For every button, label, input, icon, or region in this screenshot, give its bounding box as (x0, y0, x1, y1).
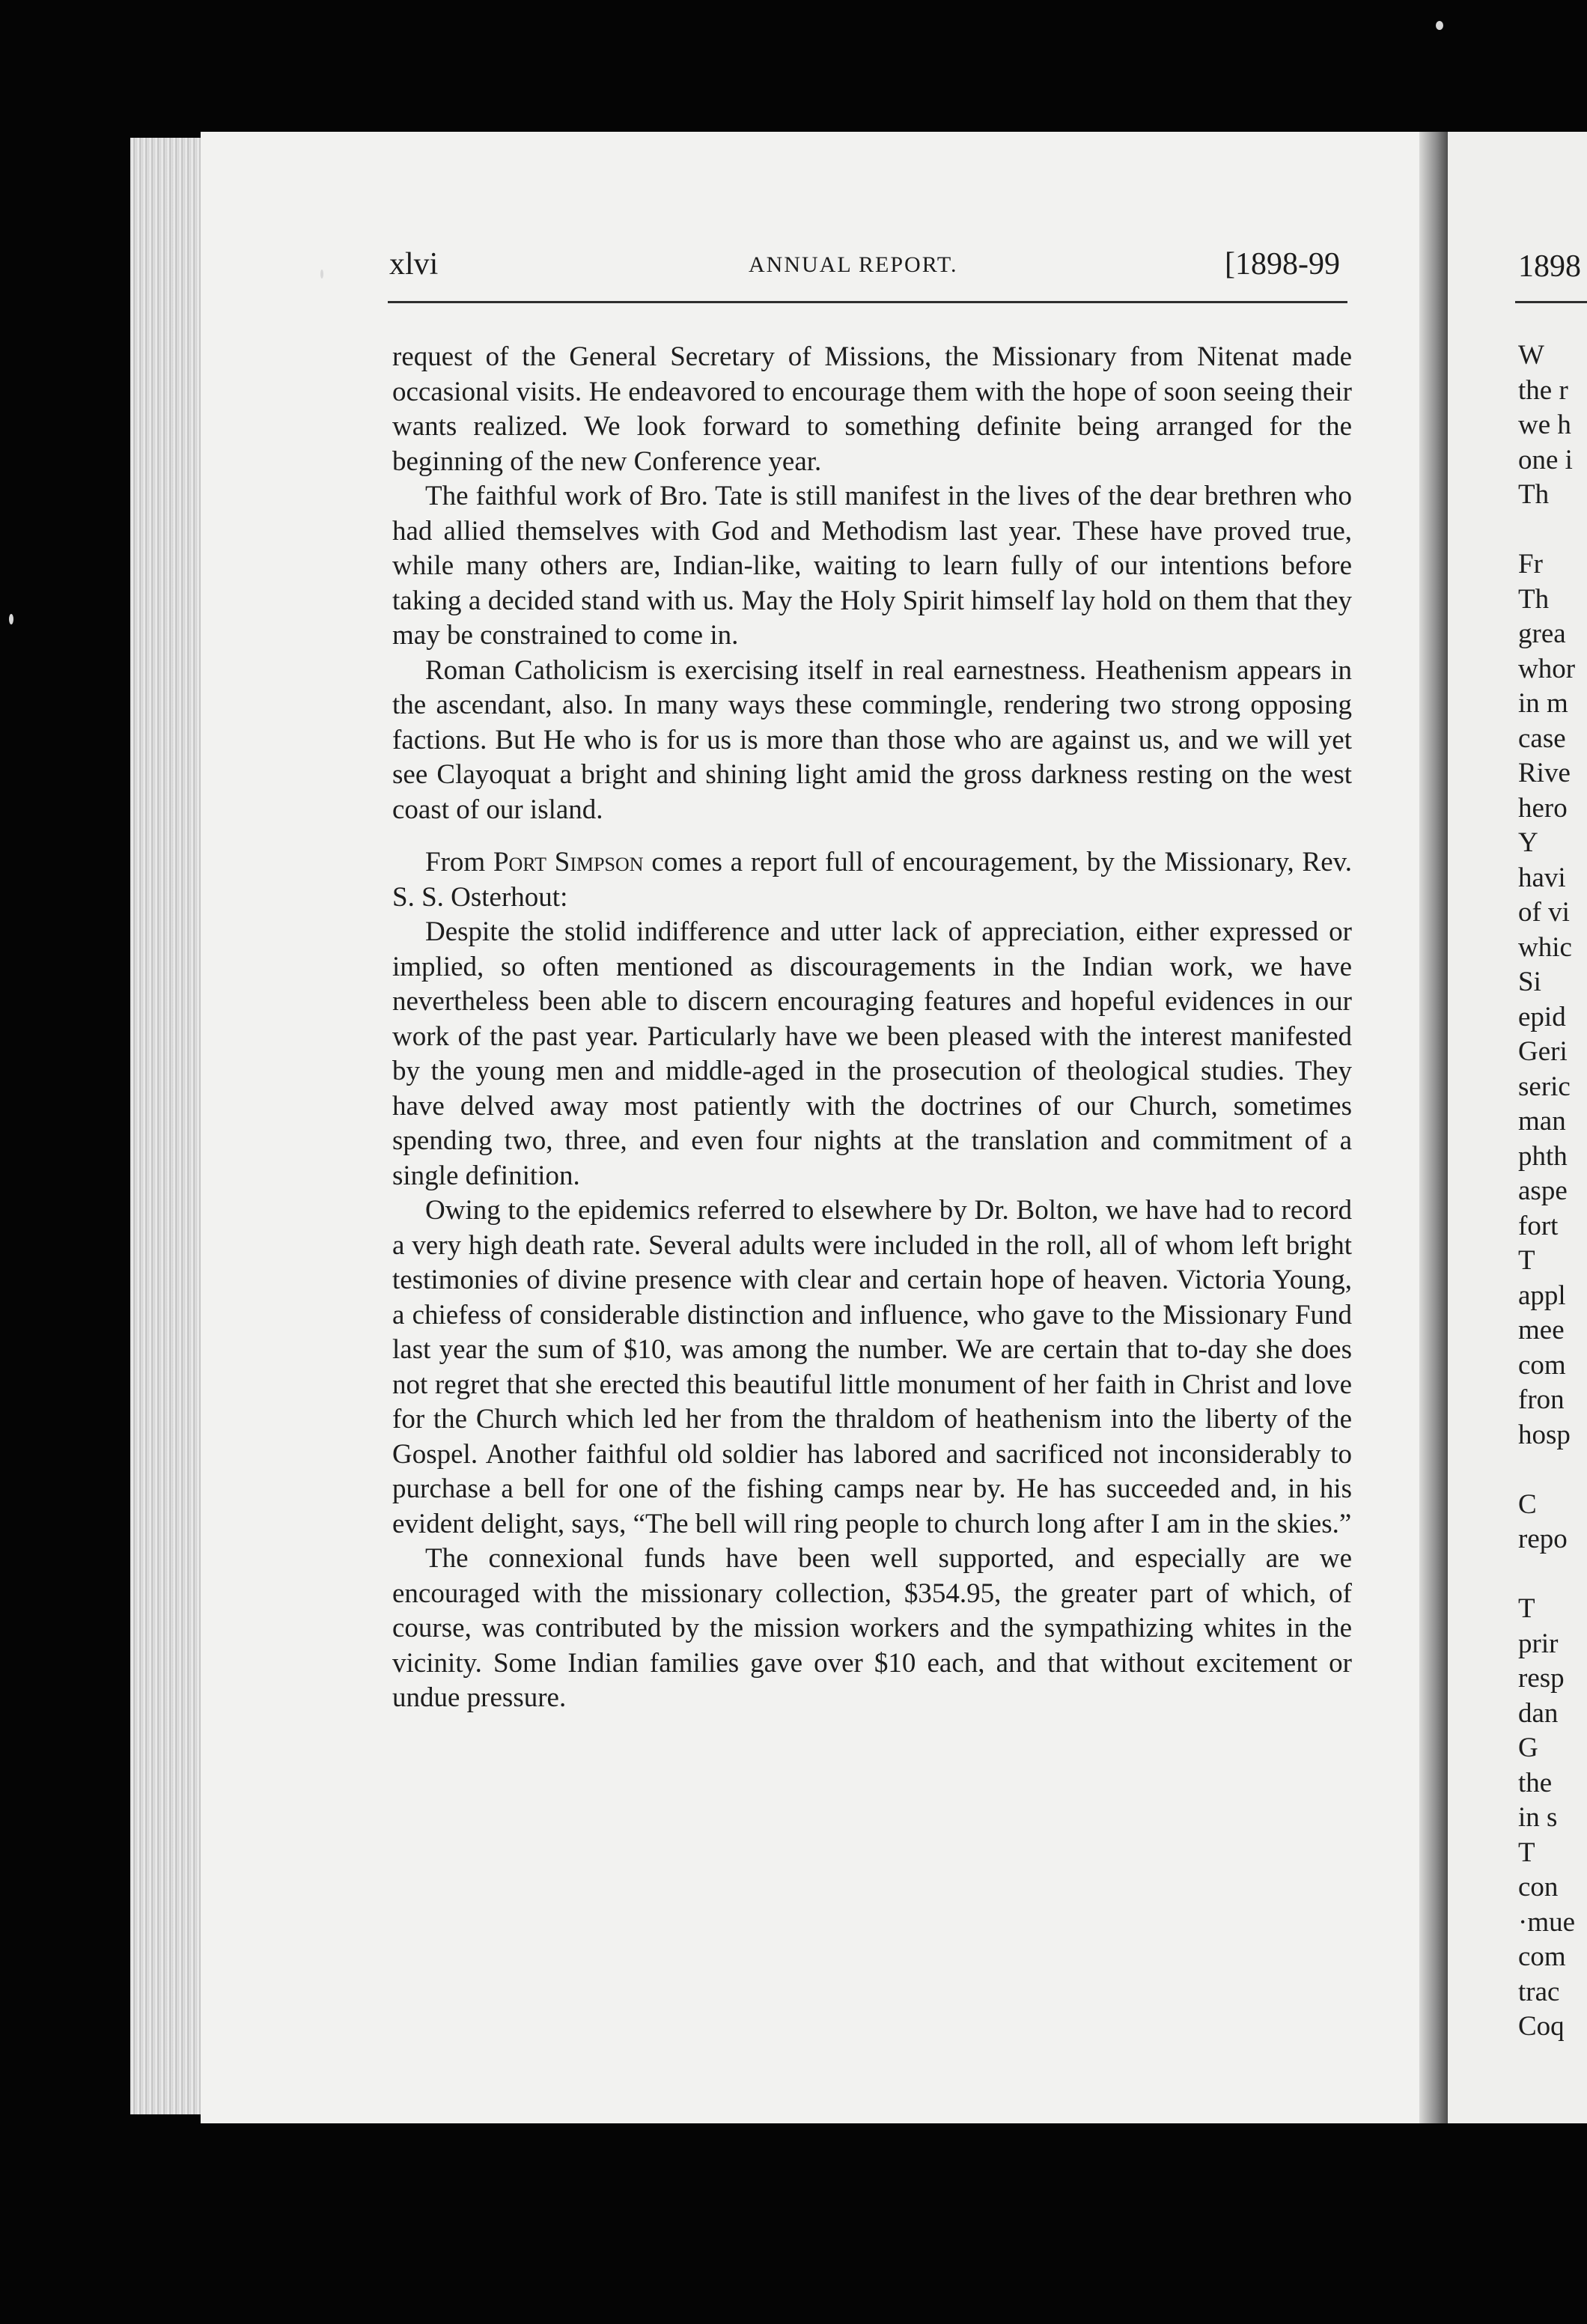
right-page-line: Fr (1518, 549, 1543, 580)
right-page-line: hosp (1518, 1419, 1571, 1450)
right-page-line: whor (1518, 653, 1576, 684)
right-page (1448, 132, 1587, 2123)
right-page-line: C (1518, 1488, 1537, 1520)
right-page-line: T (1518, 1245, 1535, 1276)
right-page-line: fort (1518, 1210, 1559, 1241)
right-page-line (1518, 513, 1575, 548)
right-page-line: grea (1518, 618, 1566, 649)
right-page-line: the r (1518, 374, 1568, 406)
paragraph-3: Roman Catholicism is exercising itself in real earnestness. Heathenism appears in the ascendant, also. In many ways these commingle, rendering two strong opposing factions. But He who is for us is more than those who are against us, and we will yet see Clayoquat a bright and shining light amid the gross darkness resting on the west coast of our island. (392, 654, 1352, 825)
right-page-line: con (1518, 1872, 1559, 1902)
right-page-line: in s (1518, 1802, 1558, 1833)
right-page-line: Coq (1518, 2011, 1565, 2042)
year-range: [1898-99 (1225, 247, 1340, 282)
right-page-line: dan (1518, 1697, 1559, 1729)
right-page-line: mee (1518, 1315, 1565, 1345)
right-page-line: we h (1518, 410, 1571, 440)
right-page-line: havi (1518, 862, 1566, 893)
right-page-line: Geri (1518, 1036, 1568, 1067)
body-text (392, 340, 1352, 1716)
right-page-rule (1515, 301, 1587, 303)
right-page-line (1518, 1557, 1575, 1593)
right-page-text (1518, 338, 1575, 2045)
place-name: Port Simpson (493, 847, 644, 877)
dust-speck (1436, 21, 1443, 30)
right-page-line: Th (1518, 583, 1550, 615)
right-page-line: appl (1518, 1280, 1566, 1311)
right-page-line: T (1518, 1593, 1535, 1624)
right-page-line: in m (1518, 688, 1568, 719)
right-page-line: epid (1518, 1001, 1566, 1032)
right-page-line: Si (1518, 967, 1541, 997)
paragraph-4 (392, 845, 1352, 915)
right-page-line: phth (1518, 1140, 1568, 1172)
paragraph-7: The connexional funds have been well supported, and especially are we encouraged with the missionary collection, $354.95, the greater part of which, of course, was contributed by the mission workers and the sympathizing whites in the vicinity. Some Indian families gave over $10 each, and that without excitement or undue pressure. (392, 1543, 1352, 1713)
right-page-line: W (1518, 340, 1544, 371)
right-page-header: 1898 (1518, 249, 1581, 284)
right-page-line: one i (1518, 444, 1573, 475)
right-page-line: Y (1518, 827, 1538, 858)
paragraph-4-intro: From (425, 847, 493, 877)
right-page-line: T (1518, 1837, 1535, 1868)
paragraph-1: request of the General Secretary of Missions, the Missionary from Nitenat made occasional visits. He endeavored to encourage them with the hope of soon seeing their wants realized. We look forward to something definite being arranged for the beginning of the new Conference year. (392, 341, 1352, 477)
right-page-line: resp (1518, 1663, 1565, 1694)
right-page-line: com (1518, 1941, 1566, 1972)
dust-speck (9, 614, 13, 624)
page-number: xlvi (389, 247, 439, 282)
book-gutter (1419, 132, 1448, 2123)
right-page-line: case (1518, 723, 1566, 754)
right-page-line (1518, 1452, 1575, 1488)
right-page-line: Th (1518, 479, 1550, 510)
right-page-line: of vi (1518, 897, 1570, 928)
right-page-line: aspe (1518, 1175, 1568, 1206)
paragraph-4-rest: comes a report full of encouragement, by the Missionary, Rev. S. S. Osterhout: (392, 847, 1353, 913)
right-page-line: com (1518, 1349, 1566, 1381)
right-page-line: whic (1518, 931, 1572, 963)
page-edge-stack (130, 138, 210, 2114)
right-page-line: fron (1518, 1384, 1565, 1415)
header-rule (388, 301, 1347, 303)
right-page-line: man (1518, 1106, 1566, 1137)
running-title: ANNUAL REPORT. (749, 252, 958, 277)
paragraph-2: The faithful work of Bro. Tate is still manifest in the lives of the dear brethren who had allied themselves with God and Methodism last year. These have proved true, while many others are, Indian-like, waiting to learn fully of our intentions before taking a decided stand with us. May the Holy Spirit himself lay hold on them that they may be constrained to come in. (392, 481, 1352, 651)
right-page-line: G (1518, 1733, 1538, 1763)
right-page-line: the (1518, 1767, 1553, 1798)
dust-speck (320, 270, 323, 279)
paragraph-5: Despite the stolid indifference and utter lack of appreciation, either expressed or implied, so often mentioned as discouragements in the Indian work, we have nevertheless been able to discern encouraging features and hopeful evidences in our work of the past year. Particularly have we been pleased with the interest manifested by the young men and middle-aged in the prosecution of theological studies. They have delved away most patiently with the doctrines of our Church, sometimes spending two, three, and even four nights at the translation and commitment of a single definition. (392, 916, 1352, 1191)
paragraph-6: Owing to the epidemics referred to elsewhere by Dr. Bolton, we have had to record a very high death rate. Several adults were included in the roll, all of whom left bright testimonies of divine presence with clear and certain hope of heaven. Victoria Young, a chiefess of considerable distinction and influence, who gave to the Missionary Fund last year the sum of $10, was among the number. We are certain that to-day she does not regret that she erected this beautiful little monument of her faith in Christ and love for the Church which led her from the thraldom of heathenism into the liberty of the Gospel. Another faithful old soldier has labored and sacrificed not inconsiderably to purchase a bell for one of the fishing camps near by. He has succeeded and, in his evident delight, says, “The bell will ring people to church long after I am in the skies.” (392, 1195, 1352, 1539)
right-page-line: trac (1518, 1976, 1560, 2007)
right-page-line: ·mue (1518, 1906, 1576, 1938)
right-page-line: hero (1518, 792, 1568, 824)
right-page-line: repo (1518, 1524, 1568, 1554)
right-page-line: prir (1518, 1628, 1559, 1659)
right-page-line: seric (1518, 1071, 1571, 1102)
right-page-line: Rive (1518, 758, 1571, 788)
